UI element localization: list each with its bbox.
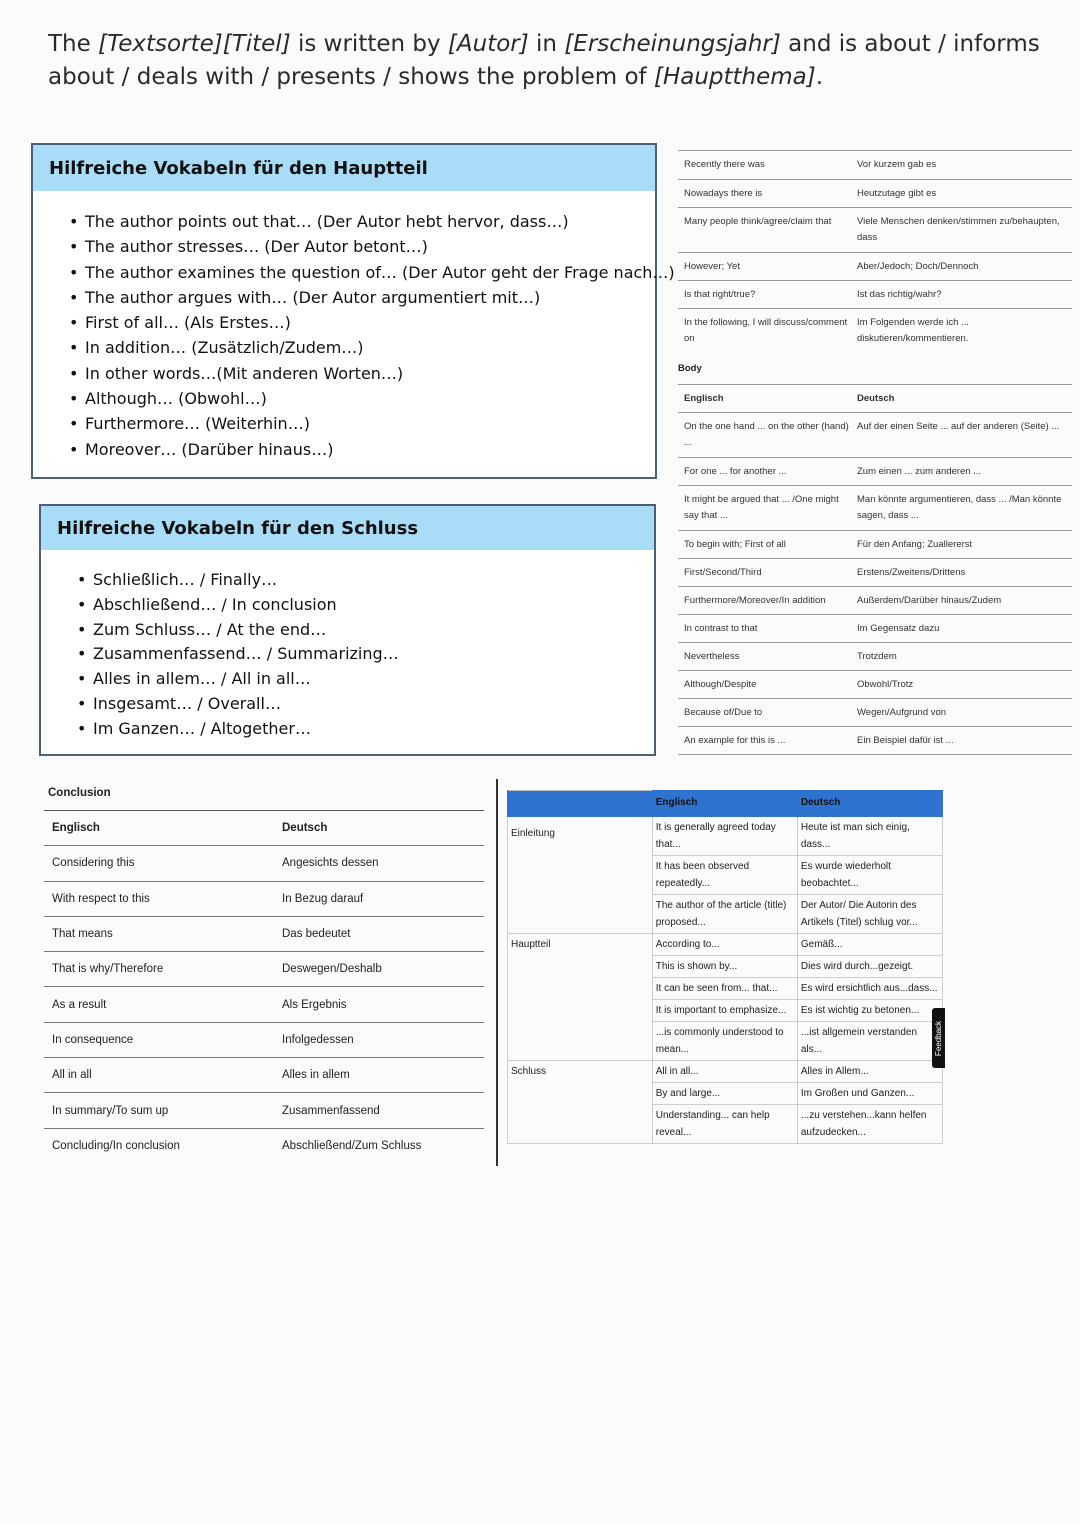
table-header: Englisch Deutsch — [508, 791, 943, 817]
table-row: However; Yet Aber/Jedoch; Doch/Dennoch — [678, 253, 1072, 281]
intro-sentence — [48, 28, 1048, 94]
table-row: ...is commonly understood to mean... ...ist allgemein verstanden als... — [508, 1022, 943, 1061]
table-row: Many people think/agree/claim that Viele Menschen denken/stimmen zu/behaupten, dass — [678, 208, 1072, 253]
list-item: • The author examines the question of… (Der Autor geht der Frage nach…) — [69, 260, 655, 285]
table-row: Understanding... can help reveal... ...zu verstehen...kann helfen aufzudecken... — [508, 1105, 943, 1144]
placeholder-thema: [Hauptthema] — [653, 64, 816, 90]
schluss-list — [41, 550, 654, 742]
vertical-divider — [496, 779, 498, 1166]
table-row: It is important to emphasize... Es ist wichtig zu betonen... — [508, 1000, 943, 1022]
feedback-tab[interactable]: Feedback — [932, 1008, 945, 1068]
table-row: It has been observed repeatedly... Es wurde wiederholt beobachtet... — [508, 856, 943, 895]
hauptteil-box-title: Hilfreiche Vokabeln für den Hauptteil — [33, 145, 655, 191]
schluss-vocab-box — [39, 504, 656, 756]
table-row: In the following, I will discuss/comment on Im Folgenden werde ich ... diskutieren/kommentieren. — [684, 317, 969, 344]
list-item: • Im Ganzen… / Altogether… — [77, 717, 654, 742]
table-row: All in all Alles in allem — [44, 1058, 484, 1093]
table-row: Furthermore/Moreover/In addition Außerdem/Darüber hinaus/Zudem — [678, 587, 1072, 615]
table-row: It might be argued that ... /One might say that ... Man könnte argumentieren, dass ... /Man könnte sagen, dass ... — [678, 486, 1072, 531]
table-row: Recently there was Vor kurzem gab es — [678, 151, 1072, 180]
table-row: For one ... for another ... Zum einen ... zum anderen ... — [678, 458, 1072, 486]
list-item: • The author stresses… (Der Autor betont…) — [69, 234, 655, 259]
list-item: • In addition… (Zusätzlich/Zudem…) — [69, 335, 655, 360]
table-row: Nowadays there is Heutzutage gibt es — [678, 180, 1072, 208]
table-row: It can be seen from... that... Es wird ersichtlich aus...dass... — [508, 978, 943, 1000]
hauptteil-list — [33, 191, 675, 462]
list-item: • Alles in allem… / All in all… — [77, 667, 654, 692]
table-row: Is that right/true? Ist das richtig/wahr? — [678, 281, 1072, 309]
table-row: To begin with; First of all Für den Anfang; Zuallererst — [678, 531, 1072, 559]
table-row: In consequence Infolgedessen — [44, 1023, 484, 1058]
table-row: The author of the article (title) proposed... Der Autor/ Die Autorin des Artikels (Titel) schlug vor... — [508, 895, 943, 934]
table-row: That is why/Therefore Deswegen/Deshalb — [44, 952, 484, 987]
placeholder-titel: [Titel] — [222, 31, 291, 57]
list-item: • The author points out that… (Der Autor hebt hervor, dass…) — [69, 209, 655, 234]
placeholder-textsorte: [Textsorte] — [98, 31, 223, 57]
section-label-body: Body — [678, 354, 1072, 385]
table-row: Considering this Angesichts dessen — [44, 846, 484, 881]
list-item: • First of all… (Als Erstes…) — [69, 310, 655, 335]
list-item: • Moreover… (Darüber hinaus…) — [69, 437, 655, 462]
table-header: Englisch Deutsch — [44, 811, 484, 846]
table-row: Concluding/In conclusion Abschließend/Zum Schluss — [52, 1140, 422, 1153]
table-row: Hauptteil According to... Gemäß... — [508, 934, 943, 956]
list-item: • Although… (Obwohl…) — [69, 386, 655, 411]
table-row: By and large... Im Großen und Ganzen... — [508, 1083, 943, 1105]
intro-text: and is about / informs about / deals with / presents / shows the problem of — [48, 31, 1040, 90]
table-row: In summary/To sum up Zusammenfassend — [44, 1093, 484, 1128]
placeholder-jahr: [Erscheinungsjahr] — [564, 31, 781, 57]
list-item: • Schließlich… / Finally… — [77, 568, 654, 593]
table-row: On the one hand ... on the other (hand) ... Auf der einen Seite ... auf der anderen (Seite) ... — [678, 413, 1072, 458]
intro-text: in — [528, 31, 565, 57]
table-row: Although/Despite Obwohl/Trotz — [678, 671, 1072, 699]
hauptteil-vocab-box — [31, 143, 675, 479]
table-header: Englisch Deutsch — [678, 385, 1072, 413]
list-item: • Insgesamt… / Overall… — [77, 692, 654, 717]
list-item: • Abschließend… / In conclusion — [77, 593, 654, 618]
conclusion-table — [44, 780, 484, 1164]
table-row: Schluss All in all... Alles in Allem... — [508, 1061, 943, 1083]
conclusion-title: Conclusion — [44, 780, 484, 811]
table-row: In contrast to that Im Gegensatz dazu — [678, 615, 1072, 643]
list-item: • In other words…(Mit anderen Worten…) — [69, 361, 655, 386]
schluss-box-title: Hilfreiche Vokabeln für den Schluss — [41, 506, 654, 550]
intro-body-phrase-table — [678, 150, 1072, 755]
table-row: Einleitung It is generally agreed today that... Heute ist man sich einig, dass... — [508, 817, 943, 856]
list-item: • Zum Schluss… / At the end… — [77, 618, 654, 643]
table-row: With respect to this In Bezug darauf — [44, 882, 484, 917]
intro-text: The — [48, 31, 99, 57]
table-row: Because of/Due to Wegen/Aufgrund von — [678, 699, 1072, 727]
intro-text: is written by — [290, 31, 448, 57]
table-row: As a result Als Ergebnis — [44, 987, 484, 1022]
placeholder-autor: [Autor] — [447, 31, 529, 57]
table-row: That means Das bedeutet — [44, 917, 484, 952]
table-row: Nevertheless Trotzdem — [678, 643, 1072, 671]
table-row: An example for this is ... Ein Beispiel dafür ist ... — [678, 727, 1072, 755]
table-row: First/Second/Third Erstens/Zweitens/Drittens — [678, 559, 1072, 587]
essay-phrases-table — [507, 790, 943, 1144]
list-item: • The author argues with… (Der Autor argumentiert mit…) — [69, 285, 655, 310]
table-row: This is shown by... Dies wird durch...gezeigt. — [508, 956, 943, 978]
list-item: • Furthermore… (Weiterhin…) — [69, 411, 655, 436]
list-item: • Zusammenfassend… / Summarizing… — [77, 642, 654, 667]
intro-text: . — [815, 64, 824, 90]
